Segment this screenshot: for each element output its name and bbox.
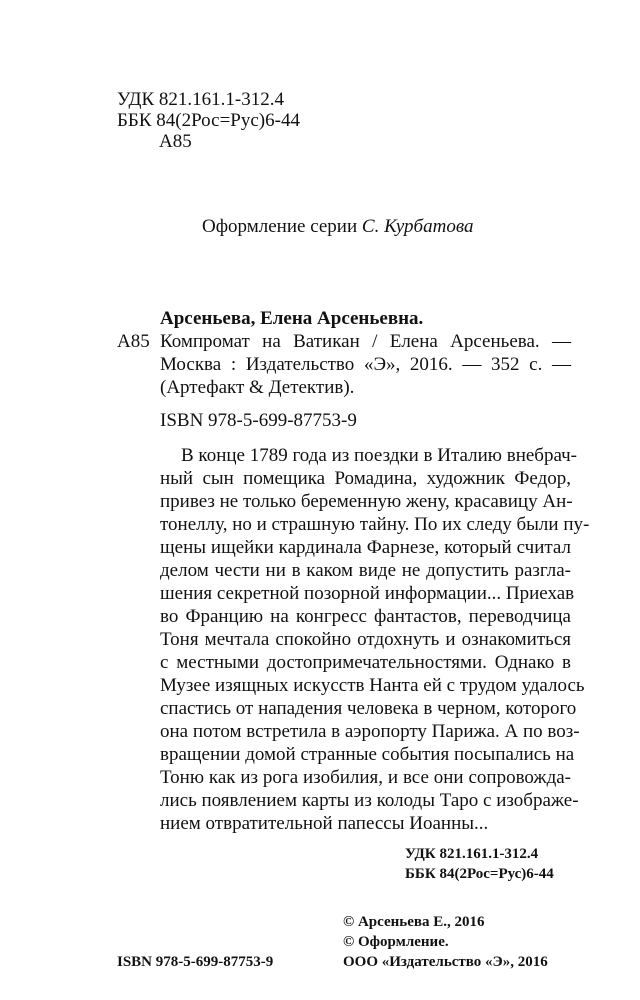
annotation-line: лись появлением карты из колоды Таро с изображе- bbox=[160, 790, 579, 811]
annotation-line: шения секретной позорной информации... Приехав bbox=[160, 583, 575, 604]
annotation-line: вращении домой странные события посыпались на bbox=[160, 744, 575, 765]
series-design-prefix: Оформление серии bbox=[202, 216, 358, 237]
annotation-line: спастись от нападения человека в черном, которого bbox=[160, 698, 577, 719]
annotation-line: она потом встретила в аэропорту Парижа. А по воз- bbox=[160, 721, 580, 742]
annotation-line: щены ищейки кардинала Фарнезе, который считал bbox=[160, 537, 571, 558]
bbk-code-top: ББК 84(2Рос=Рус)6-44 bbox=[117, 110, 300, 131]
copyright-design: © Оформление. bbox=[343, 934, 449, 950]
author-heading: Арсеньева, Елена Арсеньевна. bbox=[160, 308, 424, 329]
annotation-line: с местными достопримечательностями. Однако в bbox=[160, 652, 571, 673]
annotation-line: нием отвратительной папессы Иоанны... bbox=[160, 813, 489, 834]
annotation-line: Музее изящных искусств Нанта ей с трудом удалось bbox=[160, 675, 585, 696]
annotation-line: В конце 1789 года из поездки в Италию внебрач- bbox=[181, 445, 578, 466]
author-mark-card: А85 bbox=[117, 331, 150, 352]
title-line: (Артефакт & Детектив). bbox=[160, 377, 355, 398]
annotation-line: тонеллу, но и страшную тайну. По их следу были пу- bbox=[160, 514, 590, 535]
annotation-line: Тоня мечтала спокойно отдохнуть и ознакомиться bbox=[160, 629, 571, 650]
copyright-publisher: ООО «Издательство «Э», 2016 bbox=[343, 954, 548, 970]
annotation-line: привез не только беременную жену, красавицу Ан- bbox=[160, 491, 573, 512]
udk-code-bottom: УДК 821.161.1-312.4 bbox=[405, 846, 539, 862]
annotation-line: Тоню как из рога изобилия, и все они сопровожда- bbox=[160, 767, 571, 788]
series-designer-name: С. Курбатова bbox=[361, 216, 474, 237]
title-line: Компромат на Ватикан / Елена Арсеньева. — bbox=[160, 331, 571, 352]
bbk-code-bottom: ББК 84(2Рос=Рус)6-44 bbox=[405, 866, 554, 882]
series-design-credit bbox=[202, 216, 473, 238]
copyright-author: © Арсеньева Е., 2016 bbox=[343, 914, 485, 930]
author-mark-top: А85 bbox=[159, 131, 192, 152]
title-line: Москва : Издательство «Э», 2016. — 352 с. — bbox=[160, 354, 571, 375]
annotation-line: во Францию на конгресс фантастов, переводчица bbox=[160, 606, 571, 627]
isbn-card: ISBN 978-5-699-87753-9 bbox=[160, 410, 357, 431]
udk-code-top: УДК 821.161.1-312.4 bbox=[117, 89, 284, 110]
annotation-line: делом чести ни в каком виде не допустить разгла- bbox=[160, 560, 571, 581]
annotation-line: ный сын помещика Ромадина, художник Федор, bbox=[160, 468, 571, 489]
isbn-bottom: ISBN 978-5-699-87753-9 bbox=[117, 954, 274, 970]
